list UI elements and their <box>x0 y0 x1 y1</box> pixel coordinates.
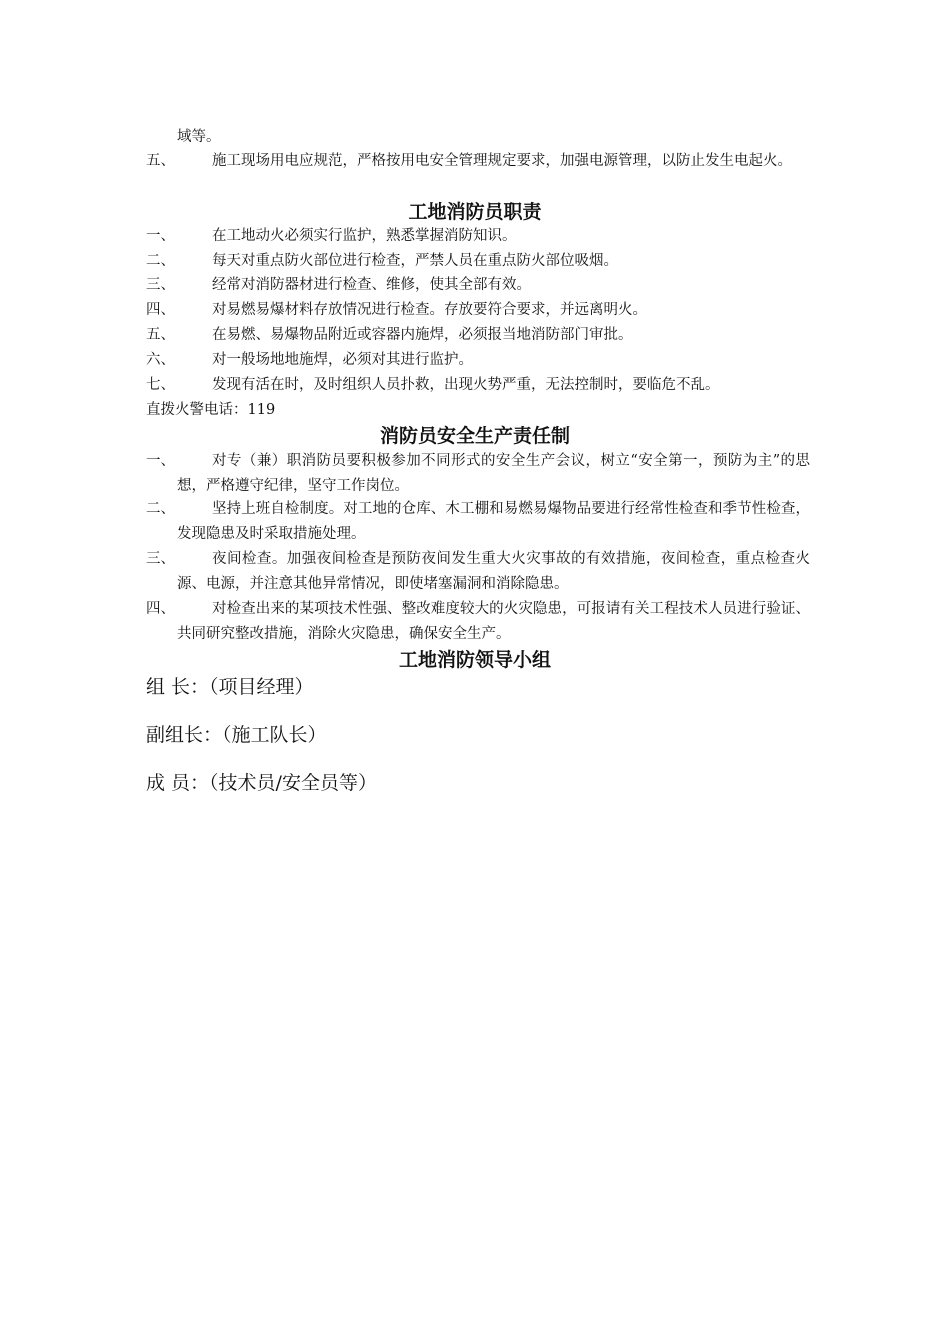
responsibility-item <box>146 547 810 597</box>
duty-item <box>146 323 810 348</box>
leader-row-members: 成 员：（技术员/安全员等） <box>146 772 377 794</box>
duty-item <box>146 249 810 274</box>
leader-row-deputy: 副组长：（施工队长） <box>146 724 327 746</box>
item-number: 六、 <box>146 352 175 368</box>
item-text: 对检查出来的某项技术性强、整改难度较大的火灾隐患，可报请有关工程技术人员进行验证、共同研究整改措施，消除火灾隐患，确保安全生产。 <box>177 601 810 642</box>
duty-item <box>146 348 810 373</box>
item-text: 夜间检查。加强夜间检查是预防夜间发生重大火灾事故的有效措施，夜间检查，重点检查火源、电源，并注意其他异常情况，即使堵塞漏洞和消除隐患。 <box>177 551 810 592</box>
fire-hotline: 直拨火警电话：119 <box>146 402 276 418</box>
item-text: 施工现场用电应规范，严格按用电安全管理规定要求，加强电源管理，以防止发生电起火。 <box>212 153 792 169</box>
item-number: 二、 <box>146 501 175 517</box>
continuation-tail: 域等。 <box>177 129 221 145</box>
item-text: 对专（兼）职消防员要积极参加不同形式的安全生产会议，树立“安全第一，预防为主”的思想，严格遵守纪律，坚守工作岗位。 <box>177 453 810 494</box>
item-text: 对一般场地地施焊，必须对其进行监护。 <box>212 352 473 368</box>
item-text: 发现有活在时，及时组织人员扑救，出现火势严重，无法控制时，要临危不乱。 <box>212 377 720 393</box>
responsibility-item <box>146 497 810 547</box>
item-number: 一、 <box>146 228 175 244</box>
duty-item <box>146 298 810 323</box>
item-text: 经常对消防器材进行检查、维修，使其全部有效。 <box>212 277 531 293</box>
leader-row-chief: 组 长：（项目经理） <box>146 676 314 698</box>
item-number: 一、 <box>146 453 175 469</box>
item-number: 四、 <box>146 302 175 318</box>
duty-item <box>146 373 810 398</box>
item-text: 对易燃易爆材料存放情况进行检查。存放要符合要求，并远离明火。 <box>212 302 647 318</box>
duty-item <box>146 224 810 249</box>
responsibility-item <box>146 449 810 499</box>
responsibility-item <box>146 597 810 647</box>
item-number: 三、 <box>146 551 175 567</box>
item-number: 四、 <box>146 601 175 617</box>
section-title-responsibility: 消防员安全生产责任制 <box>379 425 570 447</box>
item-number: 三、 <box>146 277 175 293</box>
item-text: 在易燃、易爆物品附近或容器内施焊，必须报当地消防部门审批。 <box>212 327 633 343</box>
item-number: 五、 <box>146 153 175 169</box>
item-text: 每天对重点防火部位进行检查，严禁人员在重点防火部位吸烟。 <box>212 253 618 269</box>
section-title-duties: 工地消防员职责 <box>408 201 542 223</box>
duty-item <box>146 273 810 298</box>
item-number: 五、 <box>146 327 175 343</box>
item-text: 坚持上班自检制度。对工地的仓库、木工棚和易燃易爆物品要进行经常性检查和季节性检查，发现隐患及时采取措施处理。 <box>177 501 810 542</box>
item-number: 二、 <box>146 253 175 269</box>
section-title-leadership: 工地消防领导小组 <box>398 649 551 671</box>
item-number: 七、 <box>146 377 175 393</box>
item-text: 在工地动火必须实行监护，熟悉掌握消防知识。 <box>212 228 517 244</box>
continuation-item-5 <box>146 149 810 174</box>
